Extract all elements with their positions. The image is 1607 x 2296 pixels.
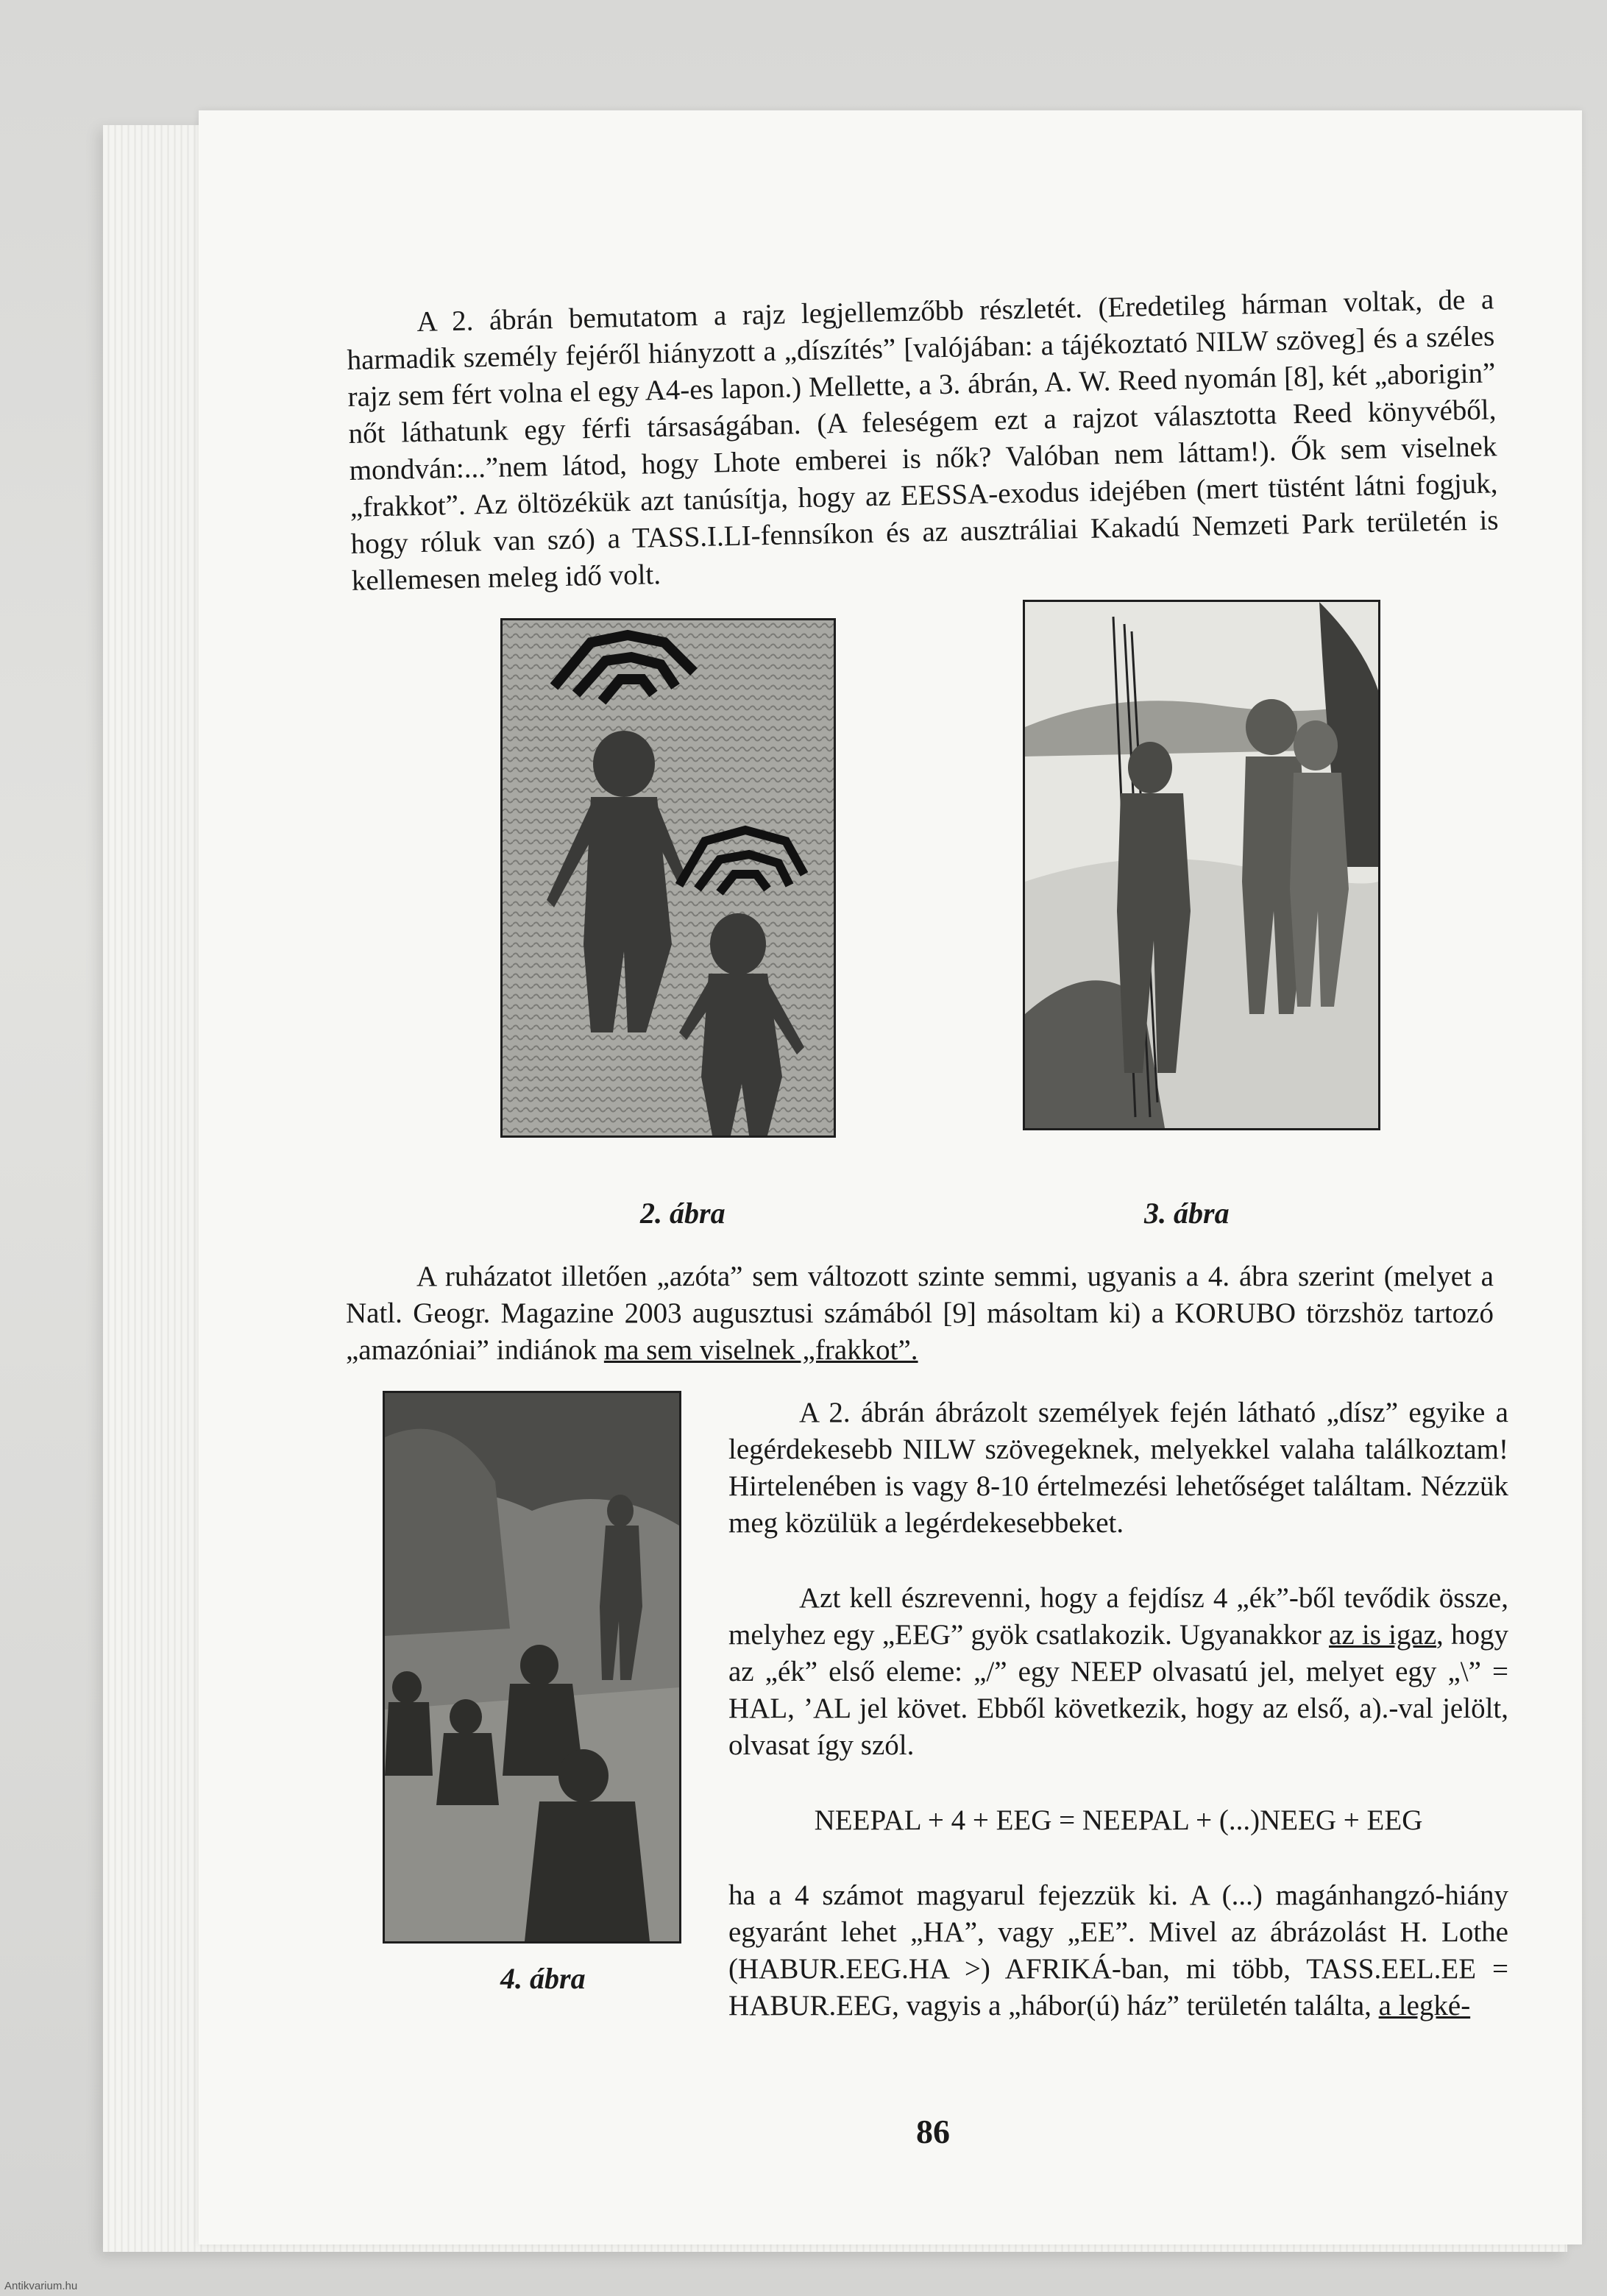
book-page	[199, 110, 1582, 2244]
watermark: Antikvarium.hu	[4, 2280, 78, 2292]
middle-paragraph	[346, 1258, 1494, 1369]
side-paragraph-3	[728, 1877, 1508, 2024]
intro-paragraph-block	[346, 281, 1500, 600]
page-number: 86	[916, 2113, 950, 2150]
formula-line: NEEPAL + 4 + EEG = NEEPAL + (...)NEEG + EEG	[814, 1804, 1423, 1836]
engraving-illustration	[1025, 602, 1378, 1128]
side-paragraph-2-underlined: az is igaz	[1329, 1619, 1437, 1651]
side-paragraph-2	[728, 1580, 1508, 1764]
side-paragraph-3-underlined: a legké-	[1378, 1990, 1471, 2022]
figure-4-korubo-photo	[383, 1391, 681, 1944]
side-paragraph-3-text: ha a 4 számot magyarul fejezzük ki. A (...) magánhangzó-hiány egyaránt lehet „HA”, vagy „EE”. Mivel az ábrázolást H. Lothe (HABUR.EEG.HA >) AFRIKÁ-ban, mi több, TASS.EEL.EE = HABUR.EEG, vagyis a „hábor(ú) ház” területén találta,	[728, 1879, 1508, 2022]
side-text-block	[728, 1395, 1508, 2063]
side-paragraph-2-text: Azt kell észrevenni, hogy a fejdísz 4 „ék”-ből tevődik össze, melyhez egy „EEG” gyök csatlakozik. Ugyanakkor	[728, 1582, 1508, 1651]
figure-2-rock-art	[500, 618, 836, 1138]
side-paragraph-1: A 2. ábrán ábrázolt személyek fején látható „dísz” egyike a legérdekesebb NILW szövegeknek, melyekkel valaha találkoztam! Hirtelenében is vagy 8-10 értelmezési lehetőséget találtam. Nézzük meg közülük a legérdekesebbeket.	[728, 1397, 1508, 1539]
middle-paragraph-underlined: ma sem viselnek „frakkot”.	[603, 1334, 918, 1366]
figure-3-aboriginal-drawing	[1023, 600, 1380, 1130]
figure-2-caption: 2. ábra	[640, 1197, 726, 1230]
middle-paragraph-text: A ruházatot illetően „azóta” sem változott szinte semmi, ugyanis a 4. ábra szerint (melyet a Natl. Geogr. Magazine 2003 augusztusi számából [9] másoltam ki) a KORUBO törzshöz tartozó „amazóniai” indiánok	[346, 1261, 1494, 1366]
figure-3-caption: 3. ábra	[1144, 1197, 1230, 1230]
figure-4-caption: 4. ábra	[500, 1962, 586, 1995]
middle-paragraph-block	[346, 1258, 1494, 1369]
side-paragraph-2-end: , hogy az „ék” első eleme: „/” egy NEEP olvasatú jel, melyet egy „\” = HAL, ’AL jel követ. Ebből következik, hogy az első, a).-val jelölt, olvasat így szól.	[728, 1619, 1509, 1761]
intro-paragraph: A 2. ábrán bemutatom a rajz legjellemzőbb részletét. (Eredetileg hárman voltak, de a harmadik személy fejéről hiányzott a „díszítés” [valójában: a tájékoztató NILW szöveg] és a széles rajz sem fért volna el egy A4-es lapon.) Mellette, a 3. ábrán, A. W. Reed nyomán [8], két „aborigin” nőt láthatunk egy férfi társaságában. (A feleségem ezt a rajzot választotta Reed könyvéből, mondván:...”nem látod, hogy Lhote emberei is nők? Valóban nem láttam!). Ők sem viselnek „frakkot”. Az öltözékük azt tanúsítja, hogy az EESSA-exodus idejében (mert tüstént látni fogjuk, hogy róluk van szó) a TASS.I.LI-fennsíkon és az ausztráliai Kakadú Nemzeti Park területén is kellemesen meleg idő volt.	[347, 283, 1499, 597]
korubo-photo-illustration	[385, 1393, 679, 1941]
rock-art-illustration	[503, 620, 834, 1135]
